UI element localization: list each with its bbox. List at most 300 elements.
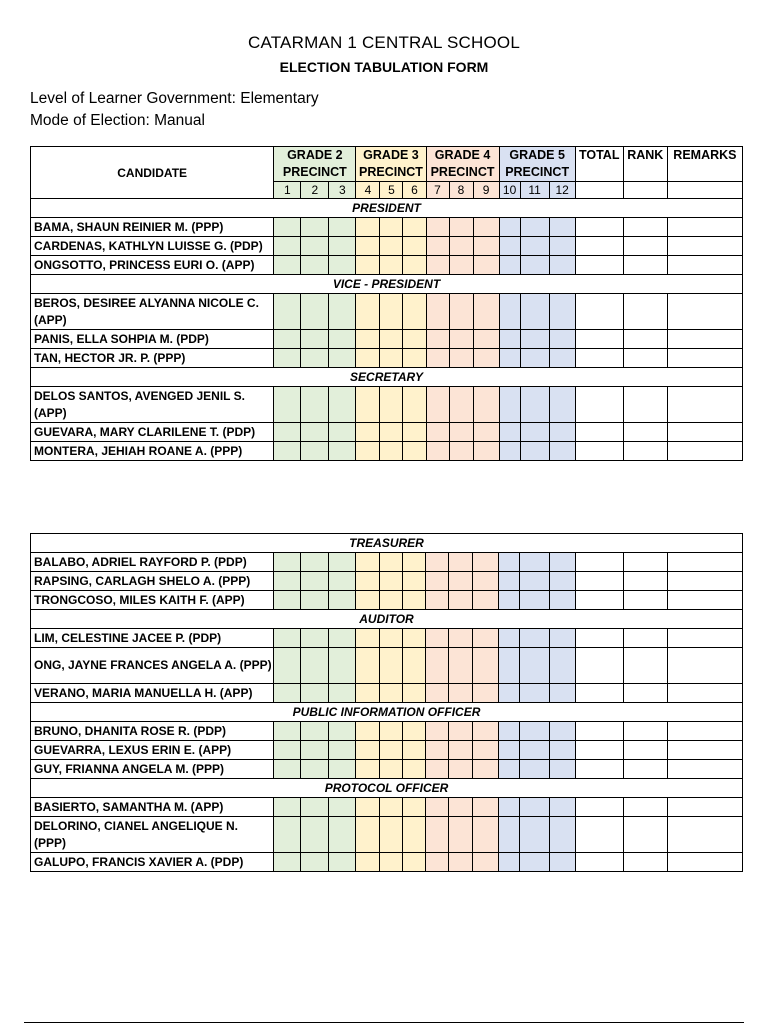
precinct-7-tally-cell[interactable]	[426, 591, 449, 610]
remarks-cell[interactable]	[667, 349, 742, 368]
precinct-10-tally-cell[interactable]	[499, 572, 520, 591]
precinct-1-tally-cell[interactable]	[274, 442, 301, 461]
precinct-1-tally-cell[interactable]	[274, 722, 301, 741]
precinct-7-tally-cell[interactable]	[426, 330, 449, 349]
precinct-4-tally-cell[interactable]	[356, 294, 380, 330]
precinct-9-tally-cell[interactable]	[473, 722, 499, 741]
precinct-8-tally-cell[interactable]	[449, 442, 473, 461]
precinct-1-tally-cell[interactable]	[274, 330, 301, 349]
precinct-3-tally-cell[interactable]	[329, 853, 356, 872]
precinct-3-tally-cell[interactable]	[329, 237, 356, 256]
remarks-cell[interactable]	[667, 760, 742, 779]
precinct-2-tally-cell[interactable]	[301, 741, 329, 760]
rank-cell[interactable]	[623, 572, 667, 591]
precinct-9-tally-cell[interactable]	[473, 572, 499, 591]
precinct-4-tally-cell[interactable]	[356, 591, 380, 610]
precinct-5-tally-cell[interactable]	[380, 798, 403, 817]
precinct-4-tally-cell[interactable]	[356, 218, 380, 237]
precinct-4-tally-cell[interactable]	[356, 853, 380, 872]
precinct-10-tally-cell[interactable]	[499, 817, 520, 853]
precinct-7-tally-cell[interactable]	[426, 741, 449, 760]
precinct-1-tally-cell[interactable]	[274, 629, 301, 648]
precinct-12-tally-cell[interactable]	[549, 853, 575, 872]
precinct-4-tally-cell[interactable]	[356, 553, 380, 572]
rank-cell[interactable]	[623, 553, 667, 572]
precinct-2-tally-cell[interactable]	[301, 256, 329, 275]
precinct-4-tally-cell[interactable]	[356, 237, 380, 256]
remarks-cell[interactable]	[667, 853, 742, 872]
remarks-cell[interactable]	[667, 218, 742, 237]
precinct-7-tally-cell[interactable]	[426, 760, 449, 779]
precinct-6-tally-cell[interactable]	[403, 648, 426, 684]
precinct-10-tally-cell[interactable]	[499, 798, 520, 817]
precinct-1-tally-cell[interactable]	[274, 760, 301, 779]
total-cell[interactable]	[575, 237, 623, 256]
precinct-2-tally-cell[interactable]	[301, 817, 329, 853]
precinct-9-tally-cell[interactable]	[473, 330, 499, 349]
precinct-3-tally-cell[interactable]	[329, 387, 356, 423]
precinct-12-tally-cell[interactable]	[549, 741, 575, 760]
precinct-5-tally-cell[interactable]	[380, 256, 403, 275]
precinct-9-tally-cell[interactable]	[473, 553, 499, 572]
precinct-5-tally-cell[interactable]	[380, 760, 403, 779]
precinct-9-tally-cell[interactable]	[473, 387, 499, 423]
total-cell[interactable]	[575, 629, 623, 648]
precinct-9-tally-cell[interactable]	[473, 294, 499, 330]
remarks-cell[interactable]	[667, 387, 742, 423]
precinct-6-tally-cell[interactable]	[403, 237, 426, 256]
rank-cell[interactable]	[623, 294, 667, 330]
precinct-5-tally-cell[interactable]	[380, 572, 403, 591]
total-cell[interactable]	[575, 349, 623, 368]
precinct-3-tally-cell[interactable]	[329, 722, 356, 741]
precinct-12-tally-cell[interactable]	[549, 349, 575, 368]
precinct-7-tally-cell[interactable]	[426, 798, 449, 817]
precinct-8-tally-cell[interactable]	[449, 553, 473, 572]
precinct-4-tally-cell[interactable]	[356, 684, 380, 703]
precinct-7-tally-cell[interactable]	[426, 553, 449, 572]
remarks-cell[interactable]	[667, 237, 742, 256]
precinct-2-tally-cell[interactable]	[301, 553, 329, 572]
precinct-11-tally-cell[interactable]	[520, 387, 549, 423]
precinct-12-tally-cell[interactable]	[549, 553, 575, 572]
remarks-cell[interactable]	[667, 629, 742, 648]
precinct-9-tally-cell[interactable]	[473, 442, 499, 461]
precinct-3-tally-cell[interactable]	[329, 330, 356, 349]
precinct-2-tally-cell[interactable]	[301, 572, 329, 591]
precinct-8-tally-cell[interactable]	[449, 423, 473, 442]
precinct-3-tally-cell[interactable]	[329, 684, 356, 703]
precinct-2-tally-cell[interactable]	[301, 330, 329, 349]
rank-cell[interactable]	[623, 853, 667, 872]
precinct-1-tally-cell[interactable]	[274, 256, 301, 275]
total-cell[interactable]	[575, 423, 623, 442]
total-cell[interactable]	[575, 798, 623, 817]
precinct-5-tally-cell[interactable]	[380, 648, 403, 684]
precinct-12-tally-cell[interactable]	[549, 572, 575, 591]
precinct-5-tally-cell[interactable]	[380, 591, 403, 610]
remarks-cell[interactable]	[667, 423, 742, 442]
precinct-2-tally-cell[interactable]	[301, 648, 329, 684]
rank-cell[interactable]	[623, 684, 667, 703]
rank-cell[interactable]	[623, 330, 667, 349]
precinct-4-tally-cell[interactable]	[356, 741, 380, 760]
precinct-11-tally-cell[interactable]	[520, 722, 549, 741]
precinct-11-tally-cell[interactable]	[520, 572, 549, 591]
precinct-9-tally-cell[interactable]	[473, 684, 499, 703]
precinct-5-tally-cell[interactable]	[380, 629, 403, 648]
precinct-4-tally-cell[interactable]	[356, 629, 380, 648]
precinct-6-tally-cell[interactable]	[403, 330, 426, 349]
precinct-10-tally-cell[interactable]	[499, 648, 520, 684]
precinct-9-tally-cell[interactable]	[473, 817, 499, 853]
precinct-7-tally-cell[interactable]	[426, 442, 449, 461]
precinct-9-tally-cell[interactable]	[473, 349, 499, 368]
precinct-3-tally-cell[interactable]	[329, 349, 356, 368]
rank-cell[interactable]	[623, 817, 667, 853]
precinct-7-tally-cell[interactable]	[426, 572, 449, 591]
precinct-11-tally-cell[interactable]	[520, 294, 549, 330]
precinct-5-tally-cell[interactable]	[380, 722, 403, 741]
precinct-9-tally-cell[interactable]	[473, 629, 499, 648]
precinct-8-tally-cell[interactable]	[449, 256, 473, 275]
remarks-cell[interactable]	[667, 741, 742, 760]
precinct-4-tally-cell[interactable]	[356, 256, 380, 275]
precinct-9-tally-cell[interactable]	[473, 423, 499, 442]
precinct-2-tally-cell[interactable]	[301, 218, 329, 237]
precinct-8-tally-cell[interactable]	[449, 798, 473, 817]
precinct-1-tally-cell[interactable]	[274, 741, 301, 760]
rank-cell[interactable]	[623, 648, 667, 684]
precinct-7-tally-cell[interactable]	[426, 237, 449, 256]
precinct-8-tally-cell[interactable]	[449, 330, 473, 349]
precinct-11-tally-cell[interactable]	[520, 798, 549, 817]
precinct-1-tally-cell[interactable]	[274, 387, 301, 423]
precinct-6-tally-cell[interactable]	[403, 572, 426, 591]
rank-cell[interactable]	[623, 387, 667, 423]
precinct-1-tally-cell[interactable]	[274, 294, 301, 330]
precinct-10-tally-cell[interactable]	[499, 349, 520, 368]
precinct-3-tally-cell[interactable]	[329, 256, 356, 275]
precinct-8-tally-cell[interactable]	[449, 294, 473, 330]
precinct-12-tally-cell[interactable]	[549, 442, 575, 461]
precinct-4-tally-cell[interactable]	[356, 817, 380, 853]
rank-cell[interactable]	[623, 629, 667, 648]
precinct-11-tally-cell[interactable]	[520, 553, 549, 572]
rank-cell[interactable]	[623, 722, 667, 741]
precinct-1-tally-cell[interactable]	[274, 237, 301, 256]
precinct-6-tally-cell[interactable]	[403, 817, 426, 853]
precinct-2-tally-cell[interactable]	[301, 237, 329, 256]
precinct-9-tally-cell[interactable]	[473, 760, 499, 779]
precinct-2-tally-cell[interactable]	[301, 442, 329, 461]
precinct-10-tally-cell[interactable]	[499, 294, 520, 330]
precinct-3-tally-cell[interactable]	[329, 553, 356, 572]
precinct-5-tally-cell[interactable]	[380, 237, 403, 256]
precinct-9-tally-cell[interactable]	[473, 218, 499, 237]
precinct-6-tally-cell[interactable]	[403, 853, 426, 872]
precinct-8-tally-cell[interactable]	[449, 387, 473, 423]
precinct-11-tally-cell[interactable]	[520, 741, 549, 760]
remarks-cell[interactable]	[667, 572, 742, 591]
precinct-1-tally-cell[interactable]	[274, 423, 301, 442]
precinct-3-tally-cell[interactable]	[329, 648, 356, 684]
precinct-7-tally-cell[interactable]	[426, 387, 449, 423]
total-cell[interactable]	[575, 330, 623, 349]
precinct-12-tally-cell[interactable]	[549, 684, 575, 703]
precinct-9-tally-cell[interactable]	[473, 256, 499, 275]
total-cell[interactable]	[575, 741, 623, 760]
rank-cell[interactable]	[623, 591, 667, 610]
precinct-9-tally-cell[interactable]	[473, 648, 499, 684]
precinct-11-tally-cell[interactable]	[520, 817, 549, 853]
precinct-8-tally-cell[interactable]	[449, 684, 473, 703]
total-cell[interactable]	[575, 572, 623, 591]
precinct-2-tally-cell[interactable]	[301, 722, 329, 741]
precinct-11-tally-cell[interactable]	[520, 591, 549, 610]
rank-cell[interactable]	[623, 349, 667, 368]
precinct-10-tally-cell[interactable]	[499, 591, 520, 610]
precinct-4-tally-cell[interactable]	[356, 572, 380, 591]
precinct-5-tally-cell[interactable]	[380, 387, 403, 423]
remarks-cell[interactable]	[667, 442, 742, 461]
precinct-6-tally-cell[interactable]	[403, 798, 426, 817]
precinct-11-tally-cell[interactable]	[520, 684, 549, 703]
precinct-2-tally-cell[interactable]	[301, 387, 329, 423]
precinct-1-tally-cell[interactable]	[274, 218, 301, 237]
precinct-10-tally-cell[interactable]	[499, 423, 520, 442]
precinct-12-tally-cell[interactable]	[549, 423, 575, 442]
precinct-10-tally-cell[interactable]	[499, 760, 520, 779]
precinct-8-tally-cell[interactable]	[449, 722, 473, 741]
precinct-3-tally-cell[interactable]	[329, 629, 356, 648]
precinct-3-tally-cell[interactable]	[329, 423, 356, 442]
precinct-11-tally-cell[interactable]	[520, 853, 549, 872]
precinct-5-tally-cell[interactable]	[380, 294, 403, 330]
precinct-1-tally-cell[interactable]	[274, 349, 301, 368]
precinct-6-tally-cell[interactable]	[403, 349, 426, 368]
precinct-6-tally-cell[interactable]	[403, 684, 426, 703]
rank-cell[interactable]	[623, 218, 667, 237]
precinct-10-tally-cell[interactable]	[499, 553, 520, 572]
precinct-8-tally-cell[interactable]	[449, 572, 473, 591]
total-cell[interactable]	[575, 553, 623, 572]
total-cell[interactable]	[575, 218, 623, 237]
precinct-11-tally-cell[interactable]	[520, 237, 549, 256]
total-cell[interactable]	[575, 760, 623, 779]
precinct-10-tally-cell[interactable]	[499, 741, 520, 760]
precinct-8-tally-cell[interactable]	[449, 648, 473, 684]
precinct-3-tally-cell[interactable]	[329, 442, 356, 461]
precinct-10-tally-cell[interactable]	[499, 629, 520, 648]
precinct-7-tally-cell[interactable]	[426, 256, 449, 275]
rank-cell[interactable]	[623, 442, 667, 461]
rank-cell[interactable]	[623, 423, 667, 442]
precinct-2-tally-cell[interactable]	[301, 760, 329, 779]
precinct-4-tally-cell[interactable]	[356, 722, 380, 741]
precinct-6-tally-cell[interactable]	[403, 442, 426, 461]
total-cell[interactable]	[575, 648, 623, 684]
precinct-9-tally-cell[interactable]	[473, 237, 499, 256]
precinct-11-tally-cell[interactable]	[520, 330, 549, 349]
precinct-5-tally-cell[interactable]	[380, 349, 403, 368]
precinct-3-tally-cell[interactable]	[329, 741, 356, 760]
precinct-1-tally-cell[interactable]	[274, 798, 301, 817]
precinct-4-tally-cell[interactable]	[356, 798, 380, 817]
total-cell[interactable]	[575, 442, 623, 461]
precinct-8-tally-cell[interactable]	[449, 741, 473, 760]
precinct-9-tally-cell[interactable]	[473, 591, 499, 610]
precinct-4-tally-cell[interactable]	[356, 349, 380, 368]
precinct-11-tally-cell[interactable]	[520, 349, 549, 368]
remarks-cell[interactable]	[667, 798, 742, 817]
precinct-5-tally-cell[interactable]	[380, 684, 403, 703]
precinct-2-tally-cell[interactable]	[301, 798, 329, 817]
precinct-3-tally-cell[interactable]	[329, 572, 356, 591]
precinct-3-tally-cell[interactable]	[329, 591, 356, 610]
precinct-12-tally-cell[interactable]	[549, 817, 575, 853]
precinct-5-tally-cell[interactable]	[380, 741, 403, 760]
precinct-6-tally-cell[interactable]	[403, 423, 426, 442]
precinct-6-tally-cell[interactable]	[403, 722, 426, 741]
precinct-7-tally-cell[interactable]	[426, 817, 449, 853]
precinct-6-tally-cell[interactable]	[403, 741, 426, 760]
precinct-1-tally-cell[interactable]	[274, 591, 301, 610]
precinct-10-tally-cell[interactable]	[499, 722, 520, 741]
precinct-3-tally-cell[interactable]	[329, 817, 356, 853]
precinct-12-tally-cell[interactable]	[549, 760, 575, 779]
precinct-11-tally-cell[interactable]	[520, 648, 549, 684]
precinct-2-tally-cell[interactable]	[301, 629, 329, 648]
precinct-4-tally-cell[interactable]	[356, 442, 380, 461]
precinct-8-tally-cell[interactable]	[449, 349, 473, 368]
precinct-11-tally-cell[interactable]	[520, 218, 549, 237]
precinct-10-tally-cell[interactable]	[499, 684, 520, 703]
total-cell[interactable]	[575, 387, 623, 423]
precinct-12-tally-cell[interactable]	[549, 629, 575, 648]
precinct-10-tally-cell[interactable]	[499, 256, 520, 275]
precinct-10-tally-cell[interactable]	[499, 237, 520, 256]
precinct-3-tally-cell[interactable]	[329, 760, 356, 779]
precinct-7-tally-cell[interactable]	[426, 294, 449, 330]
precinct-10-tally-cell[interactable]	[499, 330, 520, 349]
precinct-12-tally-cell[interactable]	[549, 591, 575, 610]
precinct-9-tally-cell[interactable]	[473, 853, 499, 872]
precinct-9-tally-cell[interactable]	[473, 741, 499, 760]
rank-cell[interactable]	[623, 256, 667, 275]
precinct-10-tally-cell[interactable]	[499, 442, 520, 461]
precinct-12-tally-cell[interactable]	[549, 256, 575, 275]
precinct-8-tally-cell[interactable]	[449, 760, 473, 779]
rank-cell[interactable]	[623, 237, 667, 256]
precinct-5-tally-cell[interactable]	[380, 553, 403, 572]
remarks-cell[interactable]	[667, 294, 742, 330]
precinct-11-tally-cell[interactable]	[520, 629, 549, 648]
precinct-6-tally-cell[interactable]	[403, 294, 426, 330]
precinct-11-tally-cell[interactable]	[520, 423, 549, 442]
precinct-10-tally-cell[interactable]	[499, 853, 520, 872]
precinct-11-tally-cell[interactable]	[520, 760, 549, 779]
precinct-8-tally-cell[interactable]	[449, 817, 473, 853]
precinct-7-tally-cell[interactable]	[426, 648, 449, 684]
precinct-1-tally-cell[interactable]	[274, 648, 301, 684]
precinct-6-tally-cell[interactable]	[403, 387, 426, 423]
precinct-1-tally-cell[interactable]	[274, 817, 301, 853]
precinct-2-tally-cell[interactable]	[301, 684, 329, 703]
precinct-5-tally-cell[interactable]	[380, 423, 403, 442]
precinct-5-tally-cell[interactable]	[380, 853, 403, 872]
precinct-5-tally-cell[interactable]	[380, 218, 403, 237]
precinct-7-tally-cell[interactable]	[426, 722, 449, 741]
precinct-12-tally-cell[interactable]	[549, 648, 575, 684]
precinct-1-tally-cell[interactable]	[274, 684, 301, 703]
precinct-4-tally-cell[interactable]	[356, 648, 380, 684]
precinct-5-tally-cell[interactable]	[380, 330, 403, 349]
rank-cell[interactable]	[623, 798, 667, 817]
precinct-2-tally-cell[interactable]	[301, 294, 329, 330]
total-cell[interactable]	[575, 853, 623, 872]
precinct-4-tally-cell[interactable]	[356, 423, 380, 442]
precinct-10-tally-cell[interactable]	[499, 387, 520, 423]
precinct-11-tally-cell[interactable]	[520, 442, 549, 461]
precinct-9-tally-cell[interactable]	[473, 798, 499, 817]
precinct-6-tally-cell[interactable]	[403, 256, 426, 275]
precinct-1-tally-cell[interactable]	[274, 553, 301, 572]
remarks-cell[interactable]	[667, 553, 742, 572]
total-cell[interactable]	[575, 294, 623, 330]
precinct-8-tally-cell[interactable]	[449, 853, 473, 872]
total-cell[interactable]	[575, 591, 623, 610]
precinct-1-tally-cell[interactable]	[274, 572, 301, 591]
precinct-12-tally-cell[interactable]	[549, 798, 575, 817]
precinct-12-tally-cell[interactable]	[549, 387, 575, 423]
remarks-cell[interactable]	[667, 591, 742, 610]
precinct-1-tally-cell[interactable]	[274, 853, 301, 872]
precinct-7-tally-cell[interactable]	[426, 629, 449, 648]
precinct-5-tally-cell[interactable]	[380, 817, 403, 853]
remarks-cell[interactable]	[667, 330, 742, 349]
precinct-6-tally-cell[interactable]	[403, 591, 426, 610]
remarks-cell[interactable]	[667, 256, 742, 275]
remarks-cell[interactable]	[667, 684, 742, 703]
precinct-2-tally-cell[interactable]	[301, 423, 329, 442]
precinct-8-tally-cell[interactable]	[449, 629, 473, 648]
precinct-8-tally-cell[interactable]	[449, 591, 473, 610]
total-cell[interactable]	[575, 684, 623, 703]
precinct-3-tally-cell[interactable]	[329, 218, 356, 237]
precinct-12-tally-cell[interactable]	[549, 218, 575, 237]
rank-cell[interactable]	[623, 741, 667, 760]
precinct-7-tally-cell[interactable]	[426, 349, 449, 368]
precinct-6-tally-cell[interactable]	[403, 218, 426, 237]
precinct-4-tally-cell[interactable]	[356, 387, 380, 423]
precinct-2-tally-cell[interactable]	[301, 349, 329, 368]
precinct-12-tally-cell[interactable]	[549, 237, 575, 256]
precinct-7-tally-cell[interactable]	[426, 218, 449, 237]
precinct-12-tally-cell[interactable]	[549, 722, 575, 741]
precinct-2-tally-cell[interactable]	[301, 591, 329, 610]
precinct-8-tally-cell[interactable]	[449, 218, 473, 237]
precinct-2-tally-cell[interactable]	[301, 853, 329, 872]
total-cell[interactable]	[575, 817, 623, 853]
precinct-10-tally-cell[interactable]	[499, 218, 520, 237]
remarks-cell[interactable]	[667, 817, 742, 853]
precinct-6-tally-cell[interactable]	[403, 629, 426, 648]
total-cell[interactable]	[575, 256, 623, 275]
precinct-11-tally-cell[interactable]	[520, 256, 549, 275]
precinct-7-tally-cell[interactable]	[426, 423, 449, 442]
precinct-12-tally-cell[interactable]	[549, 294, 575, 330]
